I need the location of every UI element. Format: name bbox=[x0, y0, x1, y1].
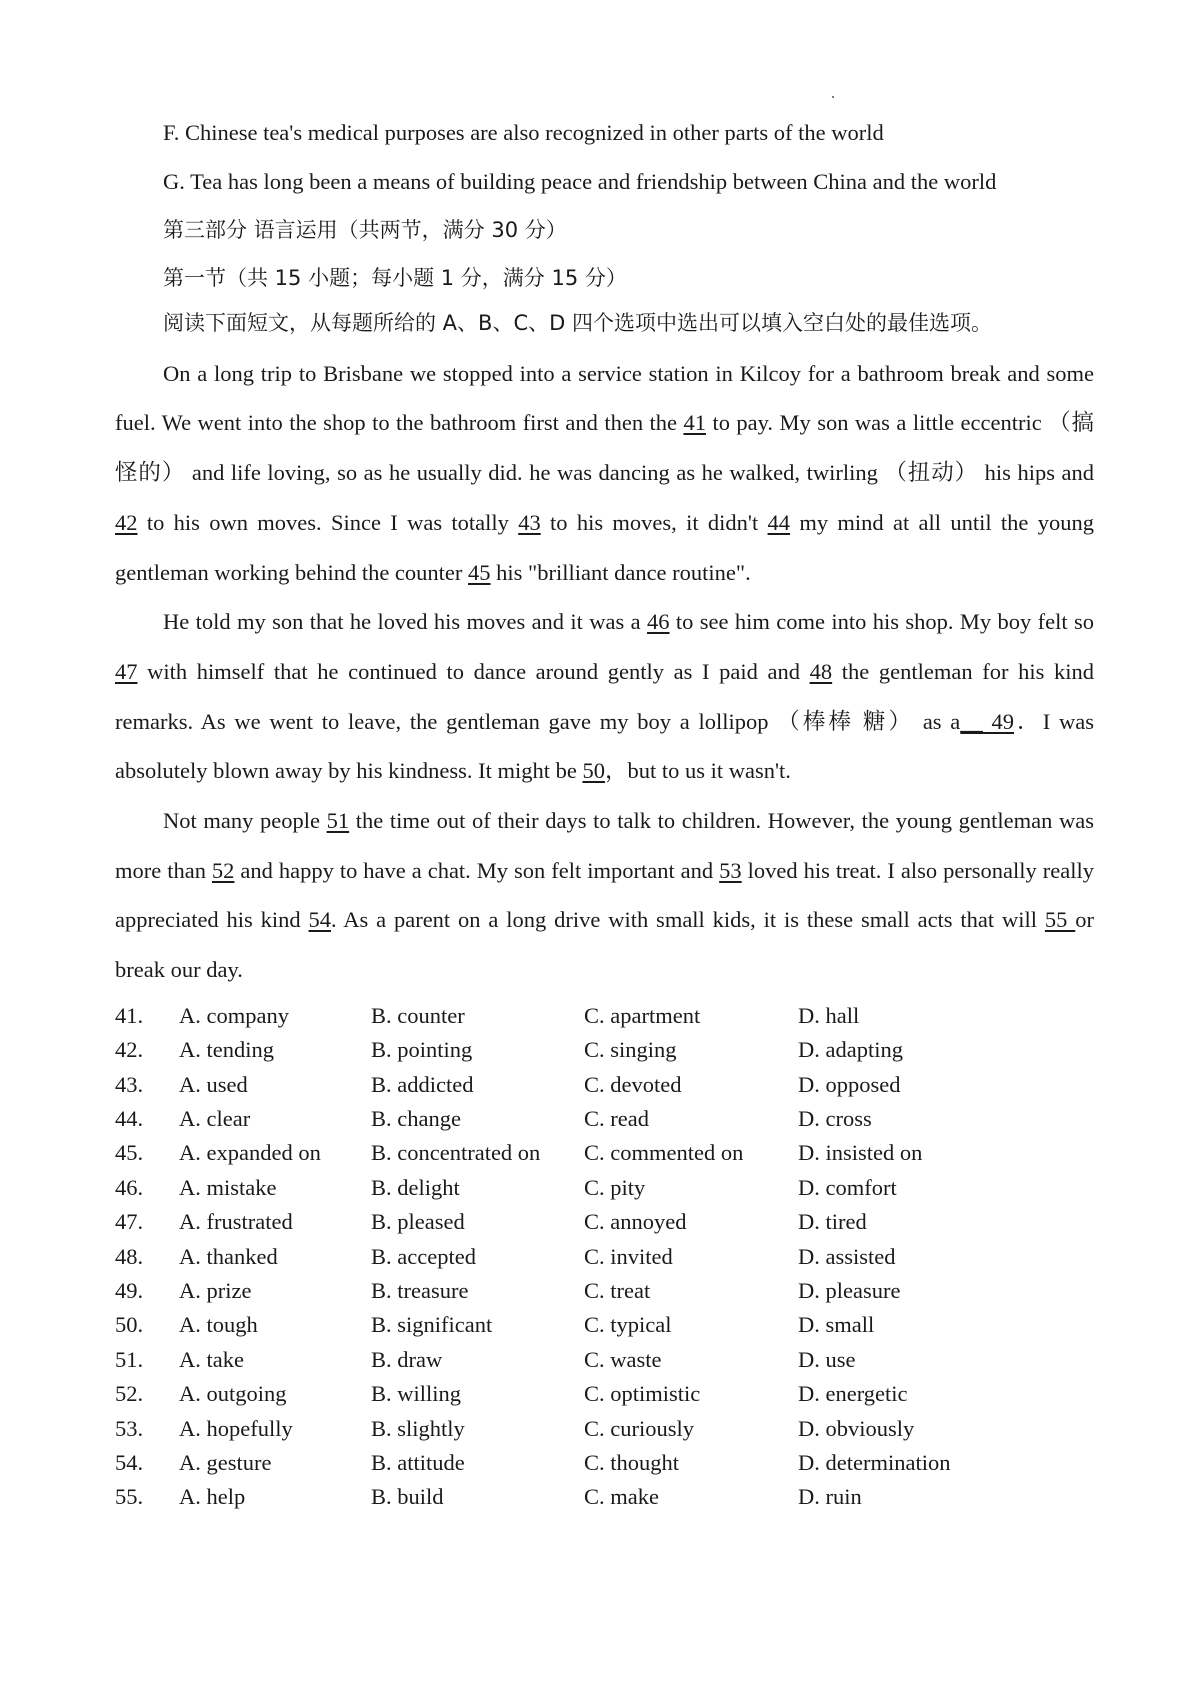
passage-text: or break our day. bbox=[115, 907, 1094, 983]
option-c: C. singing bbox=[584, 1037, 677, 1063]
option-b: B. addicted bbox=[371, 1071, 474, 1097]
question-number: 48. bbox=[115, 1243, 144, 1269]
option-d: D. small bbox=[798, 1312, 875, 1338]
blank-42: 42 bbox=[115, 509, 138, 535]
passage-text: to his own moves. Since I was totally bbox=[137, 509, 519, 535]
passage-text: my mind at all until the young gentleman working behind the counter bbox=[115, 509, 1094, 585]
option-a: A. used bbox=[179, 1071, 248, 1097]
option-c: C. commented on bbox=[584, 1140, 744, 1166]
blank-43: 43 bbox=[518, 509, 541, 535]
instructions: 阅读下面短文，从每题所给的 A、B、C、D 四个选项中选出可以填入空白处的最佳选项。 bbox=[163, 311, 992, 335]
blank-47: 47 bbox=[115, 658, 138, 684]
option-c: C. invited bbox=[584, 1243, 673, 1269]
question-number: 54. bbox=[115, 1449, 144, 1475]
option-d: D. insisted on bbox=[798, 1140, 923, 1166]
option-c: C. annoyed bbox=[584, 1209, 687, 1235]
option-b: B. concentrated on bbox=[371, 1140, 541, 1166]
option-a: A. company bbox=[179, 1002, 289, 1028]
question-row bbox=[115, 1480, 1094, 1514]
option-b: B. draw bbox=[371, 1346, 443, 1372]
option-d: D. pleasure bbox=[798, 1277, 901, 1303]
option-a: A. take bbox=[179, 1346, 244, 1372]
option-a: A. expanded on bbox=[179, 1140, 321, 1166]
option-a: A. outgoing bbox=[179, 1381, 287, 1407]
blank-52: 52 bbox=[211, 857, 235, 883]
option-c: C. curiously bbox=[584, 1415, 694, 1441]
question-number: 50. bbox=[115, 1312, 144, 1338]
option-d: D. hall bbox=[798, 1002, 860, 1028]
passage-text: and happy to have a chat. My son felt important and bbox=[234, 857, 720, 883]
question-row bbox=[115, 1033, 1094, 1067]
question-number: 47. bbox=[115, 1209, 144, 1235]
option-b: B. accepted bbox=[371, 1243, 476, 1269]
scan-dot bbox=[832, 96, 834, 98]
question-number: 44. bbox=[115, 1106, 144, 1132]
option-a: A. hopefully bbox=[179, 1415, 293, 1441]
passage-paragraph-1 bbox=[115, 349, 1094, 598]
option-d: D. assisted bbox=[798, 1243, 896, 1269]
option-c: C. optimistic bbox=[584, 1381, 701, 1407]
question-number: 52. bbox=[115, 1381, 144, 1407]
passage-text: ，but to us it wasn't. bbox=[604, 758, 791, 784]
blank-41: 41 bbox=[683, 410, 706, 436]
question-number: 42. bbox=[115, 1037, 144, 1063]
option-d: D. tired bbox=[798, 1209, 867, 1235]
blank-44: 44 bbox=[767, 509, 791, 535]
passage-text: with himself that he continued to dance around gently as I paid and bbox=[137, 658, 810, 684]
option-c: C. read bbox=[584, 1106, 649, 1132]
passage-text: to pay. My son was a little eccentric （搞怪的） and life loving, so as he usually did. he was dancing as he walked, twirling （扭动） his hips and bbox=[115, 410, 1094, 486]
question-row bbox=[115, 1068, 1094, 1102]
option-g-text: G. Tea has long been a means of building peace and friendship between China and the world bbox=[163, 169, 997, 194]
blank-54: 54 bbox=[308, 907, 332, 933]
question-row bbox=[115, 1308, 1094, 1342]
option-a: A. thanked bbox=[179, 1243, 278, 1269]
option-c: C. make bbox=[584, 1484, 659, 1510]
option-d: D. adapting bbox=[798, 1037, 903, 1063]
passage-text: . As a parent on a long drive with small kids, it is these small acts that will bbox=[331, 907, 1045, 933]
option-a: A. frustrated bbox=[179, 1209, 293, 1235]
option-b: B. treasure bbox=[371, 1277, 469, 1303]
option-c: C. apartment bbox=[584, 1002, 701, 1028]
option-b: B. significant bbox=[371, 1312, 493, 1338]
option-b: B. build bbox=[371, 1484, 444, 1510]
option-c: C. devoted bbox=[584, 1071, 682, 1097]
question-row bbox=[115, 1240, 1094, 1274]
option-d: D. obviously bbox=[798, 1415, 915, 1441]
question-number: 41. bbox=[115, 1002, 144, 1028]
question-number: 46. bbox=[115, 1174, 144, 1200]
option-c: C. waste bbox=[584, 1346, 662, 1372]
question-row bbox=[115, 1412, 1094, 1446]
blank-51: 51 bbox=[326, 808, 350, 834]
option-c: C. thought bbox=[584, 1449, 680, 1475]
blank-48: 48 bbox=[809, 658, 833, 684]
question-row bbox=[115, 1377, 1094, 1411]
option-c: C. treat bbox=[584, 1277, 651, 1303]
option-b: B. willing bbox=[371, 1381, 462, 1407]
option-b: B. attitude bbox=[371, 1449, 465, 1475]
option-a: A. tending bbox=[179, 1037, 274, 1063]
option-a: A. gesture bbox=[179, 1449, 272, 1475]
option-d: D. ruin bbox=[798, 1484, 862, 1510]
page-content bbox=[115, 118, 1094, 1515]
option-a: A. mistake bbox=[179, 1174, 277, 1200]
option-c: C. pity bbox=[584, 1174, 646, 1200]
blank-53: 53 bbox=[719, 857, 742, 883]
option-b: B. pointing bbox=[371, 1037, 473, 1063]
option-b: B. change bbox=[371, 1106, 461, 1132]
question-number: 55. bbox=[115, 1484, 144, 1510]
passage-text: ．I was absolutely blown away by his kindness. It might be bbox=[115, 708, 1095, 784]
question-row bbox=[115, 1446, 1094, 1480]
option-a: A. prize bbox=[179, 1277, 252, 1303]
question-row bbox=[115, 1205, 1094, 1239]
passage-text: to see him come into his shop. My boy felt so bbox=[669, 609, 1094, 635]
option-f-text: F. Chinese tea's medical purposes are also recognized in other parts of the world bbox=[163, 120, 884, 145]
question-row bbox=[115, 1171, 1094, 1205]
passage-text: to his moves, it didn't bbox=[540, 509, 768, 535]
question-row bbox=[115, 999, 1094, 1033]
option-b: B. slightly bbox=[371, 1415, 465, 1441]
passage-text: the gentleman for his kind remarks. As we went to leave, the gentleman gave my boy a lollipop （棒棒 糖） as a bbox=[115, 658, 1094, 734]
option-c: C. typical bbox=[584, 1312, 672, 1338]
question-number: 53. bbox=[115, 1415, 144, 1441]
blank-50: 50 bbox=[582, 758, 605, 784]
passage-paragraph-2 bbox=[115, 597, 1094, 796]
question-number: 51. bbox=[115, 1346, 144, 1372]
blank-49: __ 49 bbox=[960, 708, 1015, 734]
question-number: 43. bbox=[115, 1071, 144, 1097]
passage-text: loved his treat. I also personally really appreciated his kind bbox=[115, 857, 1094, 933]
passage-text: Not many people bbox=[163, 808, 327, 834]
section-title: 第一节（共 15 小题；每小题 1 分，满分 15 分） bbox=[163, 266, 627, 290]
option-d: D. opposed bbox=[798, 1071, 901, 1097]
option-b: B. pleased bbox=[371, 1209, 465, 1235]
question-row bbox=[115, 1102, 1094, 1136]
question-row bbox=[115, 1136, 1094, 1170]
question-options-list bbox=[115, 999, 1094, 1515]
blank-55: 55 bbox=[1044, 907, 1076, 933]
passage-paragraph-3 bbox=[115, 796, 1094, 995]
option-b: B. delight bbox=[371, 1174, 460, 1200]
option-b: B. counter bbox=[371, 1002, 465, 1028]
option-a: A. help bbox=[179, 1484, 246, 1510]
option-a: A. tough bbox=[179, 1312, 258, 1338]
option-d: D. determination bbox=[798, 1449, 951, 1475]
blank-46: 46 bbox=[647, 609, 670, 635]
option-d: D. cross bbox=[798, 1106, 872, 1132]
part-title: 第三部分 语言运用（共两节，满分 30 分） bbox=[163, 218, 567, 242]
passage-text: the time out of their days to talk to children. However, the young gentleman was more than bbox=[115, 808, 1094, 883]
passage-text: On a long trip to Brisbane we stopped into a service station in Kilcoy for a bathroom break and some fuel. We went into the shop to the bathroom first and then the bbox=[115, 360, 1094, 436]
passage-text: his "brilliant dance routine". bbox=[490, 559, 751, 585]
passage-text: He told my son that he loved his moves and it was a bbox=[163, 609, 648, 635]
question-number: 45. bbox=[115, 1140, 144, 1166]
question-number: 49. bbox=[115, 1277, 144, 1303]
option-a: A. clear bbox=[179, 1106, 251, 1132]
question-row bbox=[115, 1274, 1094, 1308]
option-d: D. comfort bbox=[798, 1174, 897, 1200]
option-d: D. use bbox=[798, 1346, 856, 1372]
question-row bbox=[115, 1343, 1094, 1377]
blank-45: 45 bbox=[468, 559, 491, 585]
option-d: D. energetic bbox=[798, 1381, 908, 1407]
